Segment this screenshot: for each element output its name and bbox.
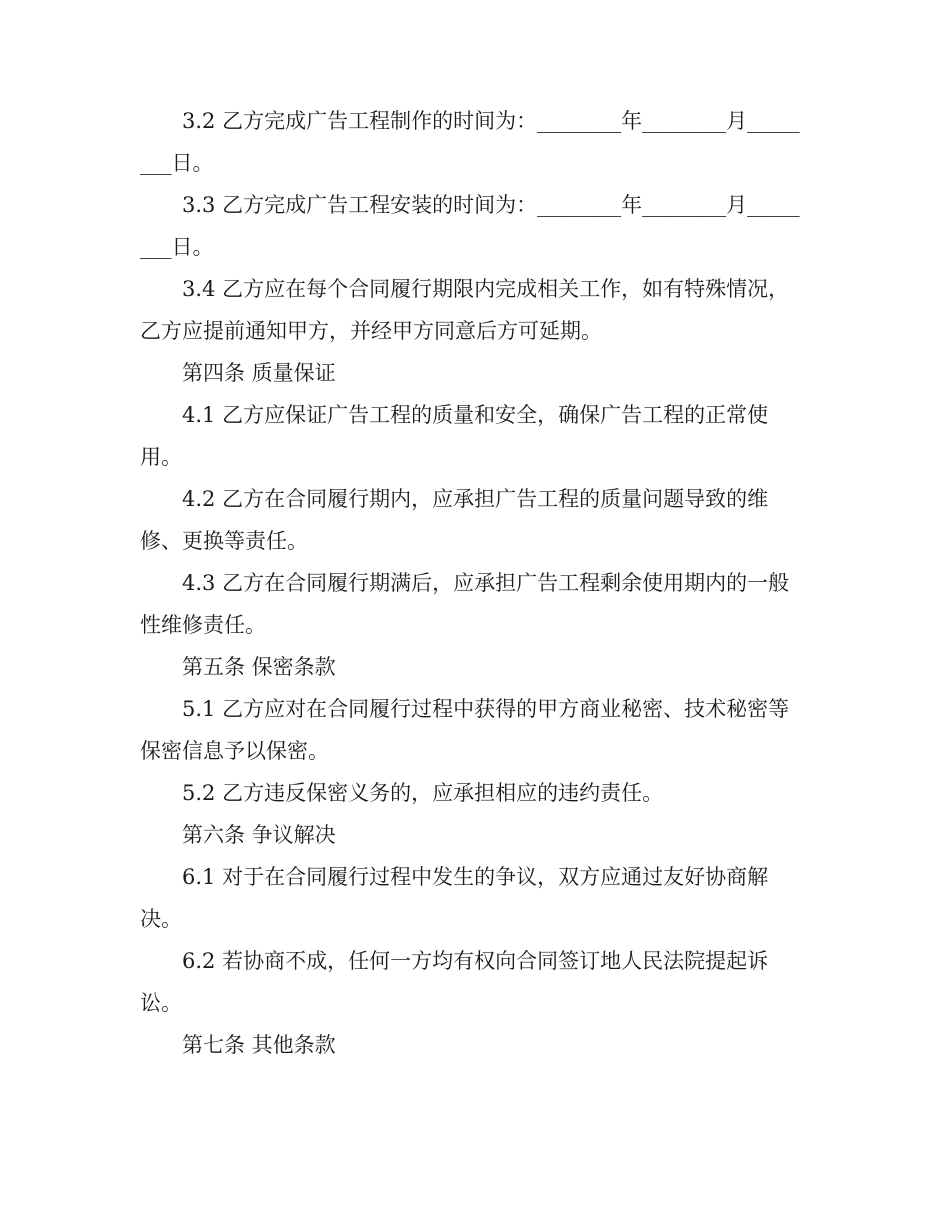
clause-4-2: 4.2 乙方在合同履行期内，应承担广告工程的质量问题导致的维修、更换等责任。 [140, 487, 769, 553]
clause-6-1: 6.1 对于在合同履行过程中发生的争议，双方应通过友好协商解决。 [140, 865, 769, 931]
contract-body [140, 100, 800, 1066]
clause-4-1: 4.1 乙方应保证广告工程的质量和安全，确保广告工程的正常使用。 [140, 403, 769, 469]
clause-3-2: 3.2 乙方完成广告工程制作的时间为：________年________月________日。 [140, 109, 800, 175]
clause-6-2: 6.2 若协商不成，任何一方均有权向合同签订地人民法院提起诉讼。 [140, 949, 769, 1015]
article-6-heading: 第六条 争议解决 [182, 823, 336, 847]
clause-4-3: 4.3 乙方在合同履行期满后，应承担广告工程剩余使用期内的一般性维修责任。 [140, 571, 790, 637]
article-7-heading: 第七条 其他条款 [182, 1033, 336, 1057]
article-5-heading: 第五条 保密条款 [182, 655, 336, 679]
clause-5-2: 5.2 乙方违反保密义务的，应承担相应的违约责任。 [182, 781, 664, 805]
clause-3-4: 3.4 乙方应在每个合同履行期限内完成相关工作，如有特殊情况，乙方应提前通知甲方，并经甲方同意后方可延期。 [140, 277, 790, 343]
clause-5-1: 5.1 乙方应对在合同履行过程中获得的甲方商业秘密、技术秘密等保密信息予以保密。 [140, 697, 790, 763]
article-4-heading: 第四条 质量保证 [182, 361, 336, 385]
clause-3-3: 3.3 乙方完成广告工程安装的时间为：________年________月________日。 [140, 193, 800, 259]
